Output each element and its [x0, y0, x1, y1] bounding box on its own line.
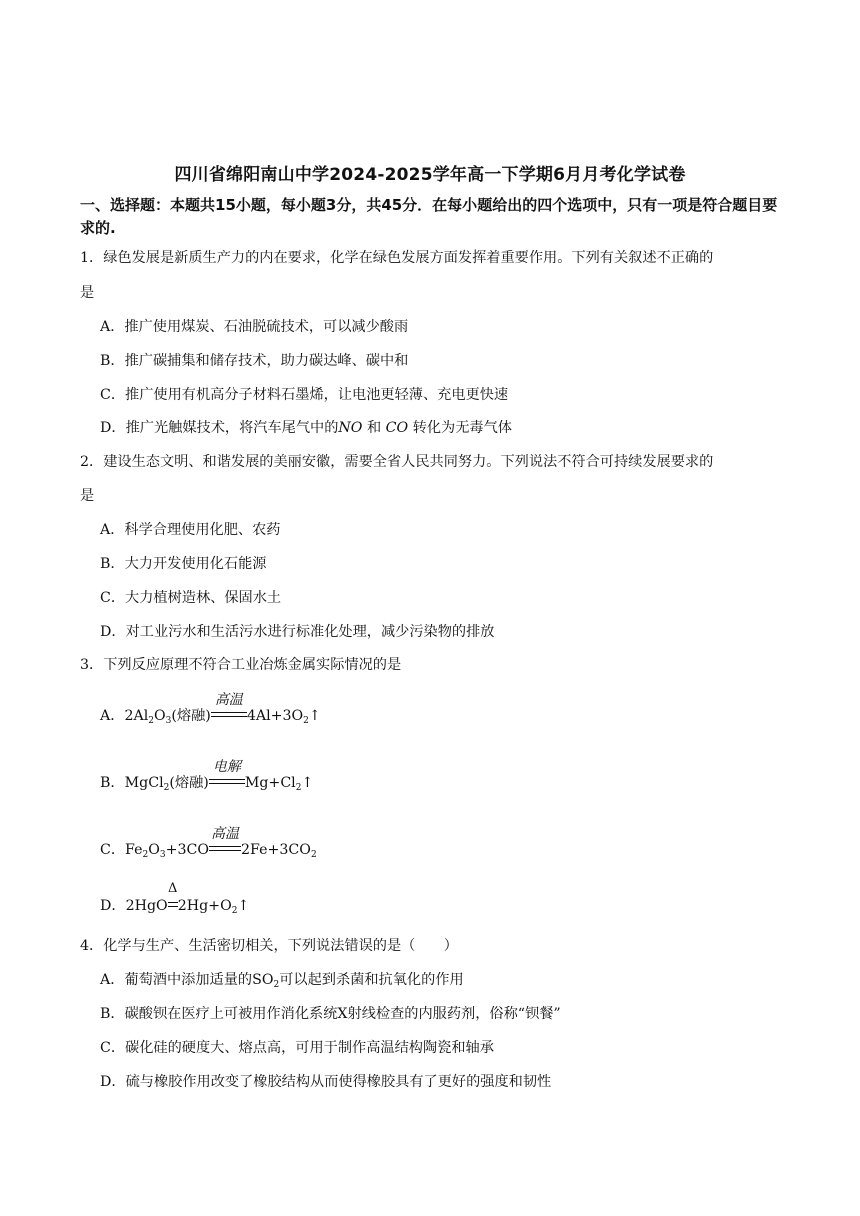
condition-label: 电解	[212, 759, 241, 775]
q2-option-d: D．对工业污水和生活污水进行标准化处理，减少污染物的排放	[100, 624, 495, 640]
reaction-condition	[209, 826, 241, 858]
double-line-sign	[209, 779, 245, 784]
reaction-condition	[168, 881, 178, 914]
equation-rhs: $2Hg+O_2↑$	[177, 898, 250, 916]
q1-option-d-pre: D．推广光触媒技术，将汽车尾气中的	[100, 420, 339, 436]
q1-option-a: A．推广使用煤炭、石油脱硫技术，可以减少酸雨	[100, 319, 409, 335]
q4-option-b: B．碳酸钡在医疗上可被用作消化系统X射线检查的内服药剂，俗称“钡餐”	[100, 1006, 561, 1022]
q2-option-b: B．大力开发使用化石能源	[100, 556, 267, 572]
q1-stem-line2: 是	[80, 285, 95, 301]
equation-lhs: 2HgO	[125, 898, 168, 914]
q3-option-a-label: A．	[100, 708, 125, 724]
q3-option-d-label: D．	[100, 898, 126, 914]
equation-lhs: $Fe_2O_3+3CO$	[125, 842, 210, 860]
formula-no: NO	[338, 420, 363, 436]
q3-option-a	[100, 692, 321, 726]
reaction-condition	[211, 692, 247, 724]
equation-rhs: $2Fe+3CO_2$	[241, 842, 317, 860]
q1-option-d-post: 转化为无毒气体	[408, 420, 512, 436]
double-line-sign	[209, 846, 241, 851]
condition-label: 高温	[214, 692, 243, 708]
q4-option-d: D．硫与橡胶作用改变了橡胶结构从而使得橡胶具有了更好的强度和韧性	[100, 1074, 552, 1090]
equation-lhs: MgCl$_2$(熔融)	[124, 775, 209, 793]
section-heading: 一、选择题：本题共15小题，每小题3分，共45分．在每小题给出的四个选项中，只有一项是符合题目要求的.	[80, 196, 778, 237]
double-line-sign	[168, 902, 178, 907]
equation-rhs: $Mg+Cl_2↑$	[244, 775, 314, 793]
q2-option-c: C．大力植树造林、保固水土	[100, 590, 282, 606]
q3-option-c-label: C．	[100, 842, 126, 858]
q1-option-c: C．推广使用有机高分子材料石墨烯，让电池更轻薄、充电更快速	[100, 387, 509, 403]
equation-rhs: $4Al+3O_2↑$	[246, 708, 321, 726]
reaction-condition	[209, 759, 245, 791]
q1-option-b: B．推广碳捕集和储存技术，助力碳达峰、碳中和	[100, 353, 409, 369]
q2-stem-line2: 是	[80, 488, 95, 504]
q2-stem-line1: 2．建设生态文明、和谐发展的美丽安徽，需要全省人民共同努力。下列说法不符合可持续发展要求的	[80, 454, 714, 470]
q4-option-c: C．碳化硅的硬度大、熔点高，可用于制作高温结构陶瓷和轴承	[100, 1040, 494, 1056]
q3-option-c	[100, 826, 317, 860]
double-line-sign	[211, 712, 247, 717]
q3-option-b	[100, 759, 314, 793]
q2-option-a: A．科学合理使用化肥、农药	[100, 522, 281, 538]
q4-option-a: A．葡萄酒中添加适量的$SO_2$可以起到杀菌和抗氧化的作用	[100, 972, 464, 990]
q3-option-d	[100, 881, 250, 916]
condition-label: 高温	[211, 826, 240, 842]
q1-option-d	[100, 417, 512, 437]
condition-label: Δ	[168, 881, 178, 896]
page-title: 四川省绵阳南山中学2024-2025学年高一下学期6月月考化学试卷	[174, 165, 686, 185]
q4-stem: 4．化学与生产、生活密切相关，下列说法错误的是（ ）	[80, 938, 458, 954]
q3-stem: 3．下列反应原理不符合工业冶炼金属实际情况的是	[80, 657, 402, 673]
equation-lhs: $2Al_2O_3$(熔融)	[124, 708, 211, 726]
formula-co: CO	[385, 420, 409, 436]
q1-stem-line1: 1．绿色发展是新质生产力的内在要求，化学在绿色发展方面发挥着重要作用。下列有关叙述不正确的	[80, 250, 714, 266]
q3-option-b-label: B．	[100, 775, 125, 791]
q1-option-d-and: 和	[362, 420, 386, 436]
